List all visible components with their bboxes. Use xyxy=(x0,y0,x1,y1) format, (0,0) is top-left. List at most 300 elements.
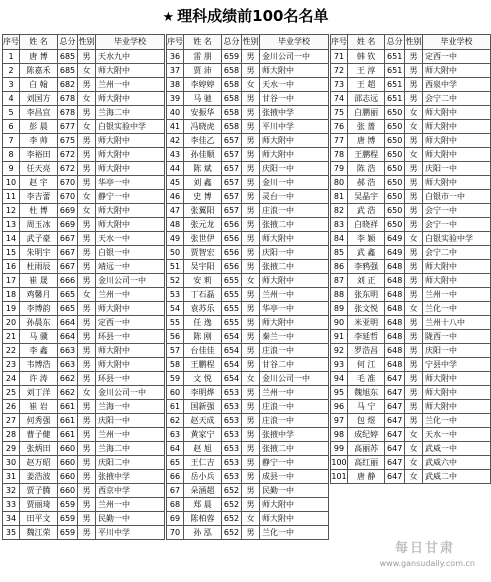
graduating-school: 华亭一中 xyxy=(96,176,165,190)
total-score: 647 xyxy=(385,400,405,414)
gender: 男 xyxy=(242,64,260,78)
gender: 男 xyxy=(405,414,423,428)
total-score: 657 xyxy=(222,148,242,162)
row-number: 92 xyxy=(331,344,348,358)
table-row xyxy=(3,302,165,316)
row-number: 41 xyxy=(167,120,184,134)
graduating-school: 兰州一中 xyxy=(96,498,165,512)
gender: 女 xyxy=(78,92,96,106)
graduating-school: 师大附中 xyxy=(96,64,165,78)
student-name: 丁石磊 xyxy=(184,288,222,302)
student-name: 张东明 xyxy=(348,288,385,302)
row-number: 20 xyxy=(3,316,20,330)
table-row xyxy=(3,344,165,358)
graduating-school: 成县一中 xyxy=(260,470,329,484)
graduating-school: 师大附中 xyxy=(96,358,165,372)
student-name: 王 超 xyxy=(348,78,385,92)
student-name: 李博韵 xyxy=(20,302,58,316)
graduating-school: 甘谷二中 xyxy=(260,358,329,372)
student-name: 岳小兵 xyxy=(184,470,222,484)
gender: 男 xyxy=(78,134,96,148)
row-number: 22 xyxy=(3,344,20,358)
gender: 男 xyxy=(78,260,96,274)
row-number: 73 xyxy=(331,78,348,92)
row-number: 23 xyxy=(3,358,20,372)
row-number: 52 xyxy=(167,274,184,288)
table-row xyxy=(167,106,329,120)
table-row xyxy=(167,162,329,176)
graduating-school: 兰化一中 xyxy=(423,414,491,428)
student-name: 崔 岩 xyxy=(20,400,58,414)
gender: 男 xyxy=(78,316,96,330)
graduating-school: 金川公司一中 xyxy=(260,50,329,64)
table-row xyxy=(3,176,165,190)
row-number: 91 xyxy=(331,330,348,344)
table-row xyxy=(167,302,329,316)
table-row xyxy=(3,386,165,400)
gender: 男 xyxy=(242,344,260,358)
row-number: 65 xyxy=(167,456,184,470)
row-number: 66 xyxy=(167,470,184,484)
table-row xyxy=(167,428,329,442)
total-score: 651 xyxy=(385,78,405,92)
student-name: 贾 沛 xyxy=(184,64,222,78)
total-score: 648 xyxy=(385,288,405,302)
student-name: 李鸦强 xyxy=(348,260,385,274)
row-number: 29 xyxy=(3,442,20,456)
student-name: 曹子健 xyxy=(20,428,58,442)
gender: 男 xyxy=(405,64,423,78)
row-number: 76 xyxy=(331,120,348,134)
row-number: 2 xyxy=(3,64,20,78)
student-name: 马 骥 xyxy=(20,330,58,344)
row-number: 62 xyxy=(167,414,184,428)
student-name: 王仁吉 xyxy=(184,456,222,470)
gender: 男 xyxy=(242,288,260,302)
gender: 女 xyxy=(242,512,260,526)
gender: 女 xyxy=(78,288,96,302)
row-number: 13 xyxy=(3,218,20,232)
graduating-school: 师大附中 xyxy=(260,274,329,288)
total-score: 647 xyxy=(385,470,405,484)
row-number: 98 xyxy=(331,428,348,442)
table-row xyxy=(167,246,329,260)
student-name: 台佳佳 xyxy=(184,344,222,358)
graduating-school: 师大附中 xyxy=(96,92,165,106)
row-number: 67 xyxy=(167,484,184,498)
table-row xyxy=(331,400,491,414)
total-score: 653 xyxy=(222,456,242,470)
student-name: 赵 宇 xyxy=(20,176,58,190)
student-name: 安振华 xyxy=(184,106,222,120)
graduating-school: 师大附中 xyxy=(260,512,329,526)
table-row xyxy=(331,302,491,316)
roster-table-middle xyxy=(166,34,329,540)
watermark-logo: 每日甘肃 xyxy=(394,541,455,556)
student-name: 姜浩波 xyxy=(20,470,58,484)
student-name: 张元龙 xyxy=(184,218,222,232)
student-name: 白鹏丽 xyxy=(348,106,385,120)
row-number: 7 xyxy=(3,134,20,148)
table-row xyxy=(331,218,491,232)
header-no: 序号 xyxy=(331,35,348,50)
graduating-school: 师大附中 xyxy=(260,232,329,246)
table-row xyxy=(331,120,491,134)
row-number: 56 xyxy=(167,330,184,344)
graduating-school: 金川公司一中 xyxy=(96,386,165,400)
gender: 男 xyxy=(78,526,96,540)
total-score: 666 xyxy=(58,274,78,288)
gender: 男 xyxy=(242,134,260,148)
student-name: 赵万昭 xyxy=(20,456,58,470)
table-row xyxy=(3,498,165,512)
total-score: 657 xyxy=(222,204,242,218)
row-number: 12 xyxy=(3,204,20,218)
table-row xyxy=(3,148,165,162)
row-number: 71 xyxy=(331,50,348,64)
student-name: 白 翰 xyxy=(20,78,58,92)
total-score: 650 xyxy=(385,162,405,176)
table-row xyxy=(331,232,491,246)
header-school: 毕业学校 xyxy=(260,35,329,50)
total-score: 648 xyxy=(385,330,405,344)
gender: 男 xyxy=(242,190,260,204)
table-row xyxy=(3,64,165,78)
gender: 男 xyxy=(242,484,260,498)
header-score: 总分 xyxy=(58,35,78,50)
student-name: 孙 泓 xyxy=(184,526,222,540)
row-number: 46 xyxy=(167,190,184,204)
total-score: 675 xyxy=(58,134,78,148)
graduating-school: 宁县中学 xyxy=(423,358,491,372)
roster-table-left xyxy=(2,34,165,540)
graduating-school: 师大附中 xyxy=(423,120,491,134)
total-score: 651 xyxy=(385,64,405,78)
row-number: 78 xyxy=(331,148,348,162)
row-number: 36 xyxy=(167,50,184,64)
row-number: 74 xyxy=(331,92,348,106)
student-name: 冯晓虎 xyxy=(184,120,222,134)
row-number: 87 xyxy=(331,274,348,288)
student-name: 任天亮 xyxy=(20,162,58,176)
student-name: 吴晶宇 xyxy=(348,190,385,204)
total-score: 664 xyxy=(58,316,78,330)
graduating-school: 师大附中 xyxy=(260,498,329,512)
gender: 女 xyxy=(405,120,423,134)
page-title-text: 理科成绩前100名名单 xyxy=(177,7,329,25)
student-name: 韩 钦 xyxy=(348,50,385,64)
total-score: 670 xyxy=(58,176,78,190)
gender: 男 xyxy=(78,50,96,64)
header-name: 姓 名 xyxy=(184,35,222,50)
total-score: 658 xyxy=(222,120,242,134)
table-row xyxy=(331,470,491,484)
graduating-school: 庆阳二中 xyxy=(96,456,165,470)
table-row xyxy=(3,512,165,526)
graduating-school: 庄浪一中 xyxy=(260,400,329,414)
graduating-school: 会宁一中 xyxy=(423,204,491,218)
row-number: 26 xyxy=(3,400,20,414)
table-row xyxy=(3,106,165,120)
graduating-school: 师大附中 xyxy=(260,64,329,78)
gender: 男 xyxy=(78,456,96,470)
row-number: 38 xyxy=(167,78,184,92)
row-number: 5 xyxy=(3,106,20,120)
table-row xyxy=(167,316,329,330)
graduating-school: 兰化一中 xyxy=(423,302,491,316)
graduating-school: 兰化一中 xyxy=(260,526,329,540)
student-name: 张 蔷 xyxy=(348,120,385,134)
page-title xyxy=(0,4,491,28)
graduating-school: 庆阳一中 xyxy=(260,246,329,260)
graduating-school: 武威二中 xyxy=(423,470,491,484)
table-row xyxy=(331,442,491,456)
row-number: 68 xyxy=(167,498,184,512)
student-name: 朵涵超 xyxy=(184,484,222,498)
total-score: 648 xyxy=(385,316,405,330)
row-number: 80 xyxy=(331,176,348,190)
student-name: 成纪婷 xyxy=(348,428,385,442)
student-name: 武 浩 xyxy=(348,204,385,218)
graduating-school: 张掖中学 xyxy=(260,106,329,120)
student-name: 刘 鑫 xyxy=(184,176,222,190)
gender: 男 xyxy=(405,162,423,176)
table-row xyxy=(167,50,329,64)
student-name: 贾智宏 xyxy=(184,246,222,260)
student-name: 魏江荣 xyxy=(20,526,58,540)
table-row xyxy=(167,204,329,218)
graduating-school: 兰州一中 xyxy=(260,386,329,400)
header-row xyxy=(331,35,491,50)
graduating-school: 兰州一中 xyxy=(96,78,165,92)
row-number: 94 xyxy=(331,372,348,386)
header-gender: 性别 xyxy=(405,35,423,50)
student-name: 李明烨 xyxy=(184,386,222,400)
total-score: 660 xyxy=(58,442,78,456)
total-score: 651 xyxy=(385,50,405,64)
student-name: 陈 刚 xyxy=(184,330,222,344)
row-number: 81 xyxy=(331,190,348,204)
student-name: 孙佳顺 xyxy=(184,148,222,162)
table-row xyxy=(3,162,165,176)
total-score: 648 xyxy=(385,344,405,358)
student-name: 张世伊 xyxy=(184,232,222,246)
gender: 男 xyxy=(242,470,260,484)
table-row xyxy=(3,526,165,540)
graduating-school: 张掖中学 xyxy=(260,428,329,442)
student-name: 毛 准 xyxy=(348,372,385,386)
student-name: 崔 晟 xyxy=(20,274,58,288)
table-row xyxy=(167,526,329,540)
total-score: 678 xyxy=(58,92,78,106)
gender: 女 xyxy=(242,372,260,386)
student-name: 孙晨东 xyxy=(20,316,58,330)
table-row xyxy=(3,204,165,218)
row-number: 11 xyxy=(3,190,20,204)
gender: 男 xyxy=(78,176,96,190)
roster-body xyxy=(167,50,329,540)
total-score: 655 xyxy=(222,274,242,288)
student-name: 罗浩昌 xyxy=(348,344,385,358)
graduating-school: 兰海二中 xyxy=(96,442,165,456)
row-number: 89 xyxy=(331,302,348,316)
graduating-school: 庆阳一中 xyxy=(96,414,165,428)
header-gender: 性别 xyxy=(242,35,260,50)
gender: 男 xyxy=(242,358,260,372)
graduating-school: 平川中学 xyxy=(260,120,329,134)
total-score: 654 xyxy=(222,330,242,344)
graduating-school: 师大附中 xyxy=(96,148,165,162)
total-score: 648 xyxy=(385,302,405,316)
gender: 男 xyxy=(78,442,96,456)
gender: 女 xyxy=(405,302,423,316)
table-row xyxy=(331,176,491,190)
row-number: 45 xyxy=(167,176,184,190)
row-number: 10 xyxy=(3,176,20,190)
gender: 男 xyxy=(242,330,260,344)
row-number: 53 xyxy=(167,288,184,302)
header-no: 序号 xyxy=(3,35,20,50)
row-number: 96 xyxy=(331,400,348,414)
total-score: 648 xyxy=(385,274,405,288)
table-row xyxy=(167,64,329,78)
row-number: 16 xyxy=(3,260,20,274)
row-number: 49 xyxy=(167,232,184,246)
row-number: 64 xyxy=(167,442,184,456)
graduating-school: 静宁一中 xyxy=(96,190,165,204)
graduating-school: 庄浪一中 xyxy=(260,204,329,218)
total-score: 653 xyxy=(222,414,242,428)
graduating-school: 师大附中 xyxy=(96,134,165,148)
total-score: 663 xyxy=(58,344,78,358)
student-name: 贾丽琦 xyxy=(20,498,58,512)
total-score: 677 xyxy=(58,120,78,134)
table-row xyxy=(3,484,165,498)
graduating-school: 定西一中 xyxy=(423,50,491,64)
student-name: 王鹏程 xyxy=(184,358,222,372)
gender: 男 xyxy=(78,274,96,288)
graduating-school: 白银实验中学 xyxy=(96,120,165,134)
student-name: 王鹏程 xyxy=(348,148,385,162)
total-score: 685 xyxy=(58,50,78,64)
row-number: 93 xyxy=(331,358,348,372)
total-score: 661 xyxy=(58,414,78,428)
graduating-school: 平川中学 xyxy=(96,526,165,540)
row-number: 39 xyxy=(167,92,184,106)
total-score: 659 xyxy=(222,50,242,64)
gender: 男 xyxy=(405,134,423,148)
row-number: 48 xyxy=(167,218,184,232)
table-row xyxy=(167,442,329,456)
table-row xyxy=(3,400,165,414)
graduating-school: 庄浪一中 xyxy=(260,344,329,358)
graduating-school: 金川一中 xyxy=(260,176,329,190)
table-row xyxy=(331,78,491,92)
gender: 男 xyxy=(242,498,260,512)
total-score: 650 xyxy=(385,218,405,232)
gender: 男 xyxy=(78,162,96,176)
gender: 男 xyxy=(405,218,423,232)
gender: 男 xyxy=(242,386,260,400)
row-number: 82 xyxy=(331,204,348,218)
student-name: 高红丽 xyxy=(348,456,385,470)
row-number: 42 xyxy=(167,134,184,148)
graduating-school: 师大附中 xyxy=(423,400,491,414)
gender: 男 xyxy=(78,484,96,498)
total-score: 654 xyxy=(222,372,242,386)
graduating-school: 师大附中 xyxy=(423,148,491,162)
graduating-school: 天水九中 xyxy=(96,50,165,64)
graduating-school: 师大附中 xyxy=(96,204,165,218)
student-name: 唐 博 xyxy=(348,134,385,148)
gender: 男 xyxy=(242,246,260,260)
row-number: 69 xyxy=(167,512,184,526)
student-name: 唐 静 xyxy=(348,470,385,484)
row-number: 100 xyxy=(331,456,348,470)
gender: 女 xyxy=(242,78,260,92)
student-name: 何秀强 xyxy=(20,414,58,428)
row-number: 44 xyxy=(167,162,184,176)
table-row xyxy=(3,358,165,372)
student-name: 李 鑫 xyxy=(20,344,58,358)
table-row xyxy=(3,218,165,232)
table-row xyxy=(331,316,491,330)
row-number: 75 xyxy=(331,106,348,120)
row-number: 6 xyxy=(3,120,20,134)
gender: 男 xyxy=(242,162,260,176)
total-score: 665 xyxy=(58,302,78,316)
graduating-school: 金川公司一中 xyxy=(260,372,329,386)
row-number: 43 xyxy=(167,148,184,162)
header-no: 序号 xyxy=(167,35,184,50)
table-row xyxy=(167,386,329,400)
gender: 男 xyxy=(405,386,423,400)
student-name: 赵 旭 xyxy=(184,442,222,456)
gender: 女 xyxy=(78,190,96,204)
student-name: 武 鑫 xyxy=(348,246,385,260)
total-score: 656 xyxy=(222,232,242,246)
total-score: 653 xyxy=(222,386,242,400)
graduating-school: 张掖中学 xyxy=(96,470,165,484)
total-score: 647 xyxy=(385,372,405,386)
row-number: 59 xyxy=(167,372,184,386)
gender: 男 xyxy=(78,498,96,512)
gender: 男 xyxy=(405,330,423,344)
graduating-school: 师大附中 xyxy=(423,64,491,78)
gender: 男 xyxy=(78,330,96,344)
student-name: 武子豪 xyxy=(20,232,58,246)
table-row xyxy=(167,330,329,344)
total-score: 664 xyxy=(58,330,78,344)
total-score: 662 xyxy=(58,372,78,386)
student-name: 张文悦 xyxy=(348,302,385,316)
graduating-school: 秦兰一中 xyxy=(260,330,329,344)
total-score: 670 xyxy=(58,190,78,204)
graduating-school: 师大附中 xyxy=(260,316,329,330)
total-score: 652 xyxy=(222,498,242,512)
table-row xyxy=(3,274,165,288)
graduating-school: 白银实验中学 xyxy=(423,232,491,246)
table-row xyxy=(3,372,165,386)
table-row xyxy=(331,330,491,344)
total-score: 647 xyxy=(385,456,405,470)
gender: 男 xyxy=(242,204,260,218)
row-number: 60 xyxy=(167,386,184,400)
table-row xyxy=(3,134,165,148)
row-number: 101 xyxy=(331,470,348,484)
total-score: 650 xyxy=(385,148,405,162)
table-row xyxy=(167,484,329,498)
